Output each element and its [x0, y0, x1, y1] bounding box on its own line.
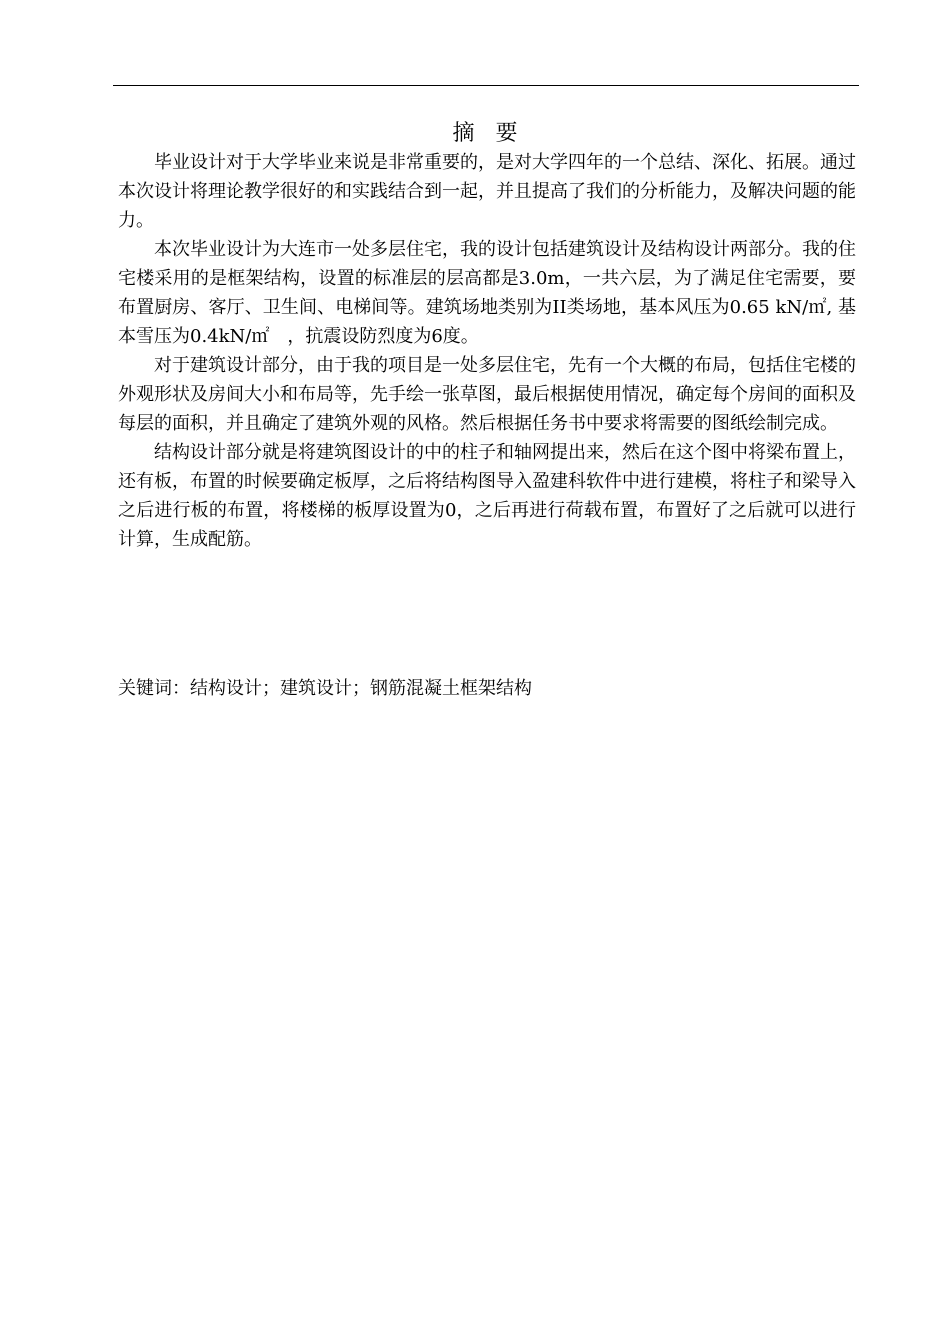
header-rule — [113, 85, 859, 86]
abstract-paragraph-1: 毕业设计对于大学毕业来说是非常重要的，是对大学四年的一个总结、深化、拓展。通过本次设计将理论教学很好的和实践结合到一起，并且提高了我们的分析能力，及解决问题的能力。 — [118, 152, 856, 231]
abstract-paragraph-3: 对于建筑设计部分，由于我的项目是一处多层住宅，先有一个大概的布局，包括住宅楼的外观形状及房间大小和布局等，先手绘一张草图，最后根据使用情况，确定每个房间的面积及每层的面积，并且确定了建筑外观的风格。然后根据任务书中要求将需要的图纸绘制完成。 — [118, 355, 856, 434]
keywords-line: 关键词：结构设计；建筑设计；钢筋混凝土框架结构 — [118, 678, 532, 699]
abstract-body — [118, 148, 856, 554]
abstract-paragraph-2: 本次毕业设计为大连市一处多层住宅，我的设计包括建筑设计及结构设计两部分。我的住宅楼采用的是框架结构，设置的标准层的层高都是3.0m，一共六层，为了满足住宅需要，要布置厨房、客厅、卫生间、电梯间等。建筑场地类别为II类场地，基本风压为0.65 kN/㎡, 基本雪压为0.4kN/㎡ ，抗震设防烈度为6度。 — [118, 239, 856, 347]
abstract-paragraph-4: 结构设计部分就是将建筑图设计的中的柱子和轴网提出来，然后在这个图中将梁布置上，还有板，布置的时候要确定板厚，之后将结构图导入盈建科软件中进行建模，将柱子和梁导入之后进行板的布置，将楼梯的板厚设置为0，之后再进行荷载布置，布置好了之后就可以进行计算，生成配筋。 — [118, 442, 856, 550]
abstract-title: 摘 要 — [452, 121, 520, 146]
